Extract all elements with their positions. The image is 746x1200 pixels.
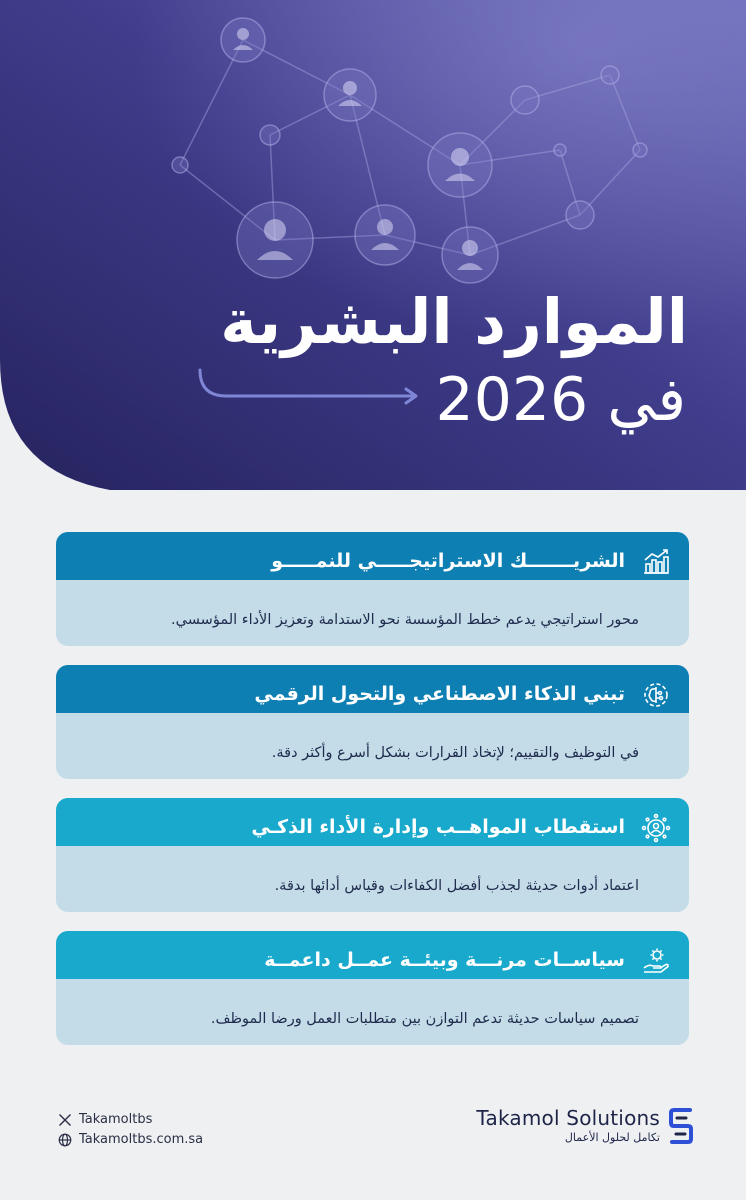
website-link[interactable]: [58, 1130, 203, 1150]
talent-person-icon: [641, 813, 671, 843]
globe-icon: [58, 1133, 72, 1147]
hero-banner: [0, 0, 746, 490]
brand-logo: [476, 1106, 694, 1146]
card-description: تصميم سياسات حديثة تدعم التوازن بين متطلبات العمل ورضا الموظف.: [210, 1011, 639, 1027]
card-flexible-policies: [56, 931, 689, 1045]
card-title: الشريـــــــك الاستراتيجـــــي للنمـــــو: [271, 550, 625, 572]
brand-mark-icon: [668, 1106, 694, 1146]
ai-brain-gear-icon: [641, 680, 671, 710]
card-description: اعتماد أدوات حديثة لجذب أفضل الكفاءات وقياس أدائها بدقة.: [274, 878, 639, 894]
twitter-handle: Takamoltbs: [79, 1112, 153, 1127]
growth-chart-icon: [641, 547, 671, 577]
card-strategic-partner: [56, 532, 689, 646]
x-twitter-icon: [58, 1113, 72, 1127]
social-links: [58, 1110, 203, 1150]
card-body: [56, 580, 689, 646]
card-description: في التوظيف والتقييم؛ لإتخاذ القرارات بشكل أسرع وأكثر دقة.: [271, 745, 639, 761]
hero-year-line: في 2026: [435, 365, 686, 435]
brand-text: [476, 1106, 660, 1146]
card-body: [56, 979, 689, 1045]
footer: [0, 1090, 746, 1200]
twitter-link[interactable]: [58, 1110, 203, 1130]
brand-name: Takamol Solutions: [476, 1106, 660, 1130]
brand-tagline: تكامل لحلول الأعمال: [564, 1131, 660, 1144]
hero-title: الموارد البشرية: [220, 285, 688, 358]
card-title: سياســات مرنـــة وبيئــة عمــل داعمــة: [264, 949, 625, 971]
card-body: [56, 713, 689, 779]
card-ai-adoption: [56, 665, 689, 779]
card-description: محور استراتيجي يدعم خطط المؤسسة نحو الاستدامة وتعزيز الأداء المؤسسي.: [171, 612, 639, 628]
card-body: [56, 846, 689, 912]
card-title: تبني الذكاء الاصطناعي والتحول الرقمي: [254, 683, 625, 705]
card-talent-acquisition: [56, 798, 689, 912]
hand-gear-icon: [641, 946, 671, 976]
card-title: استقطاب المواهــب وإدارة الأداء الذكـي: [251, 816, 625, 838]
website-url: Takamoltbs.com.sa: [79, 1132, 204, 1147]
